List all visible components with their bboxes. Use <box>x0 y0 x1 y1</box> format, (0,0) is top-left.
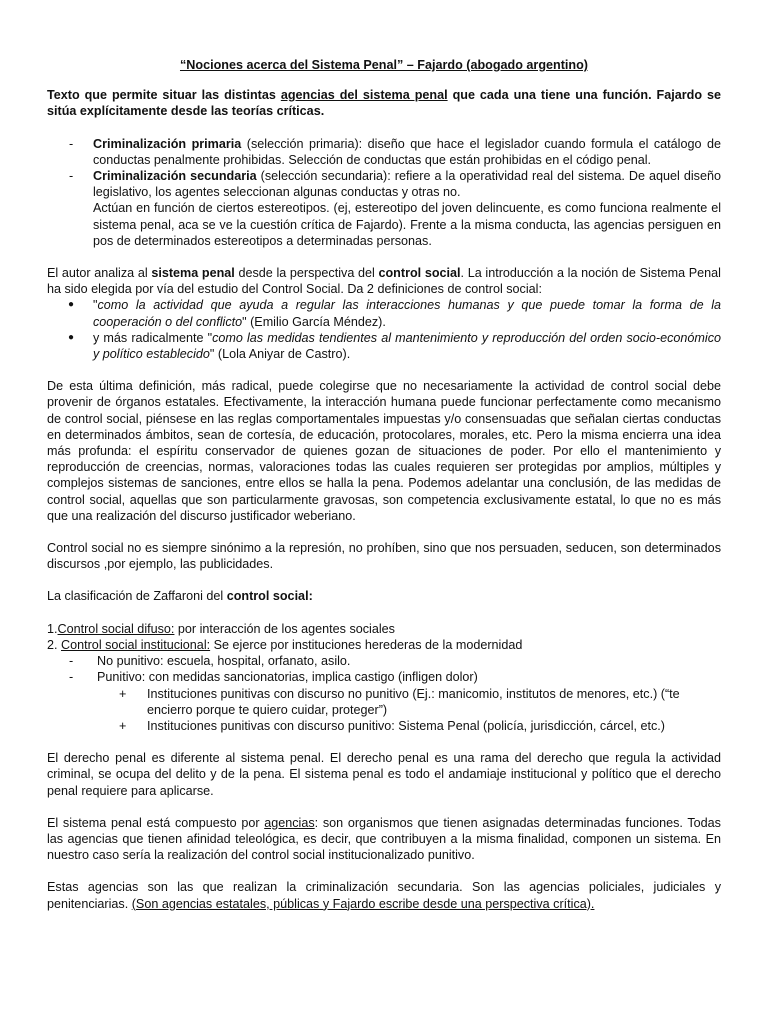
list-item-inst-no-punitivo: + Instituciones punitivas con discurso no punitivo (Ej.: manicomio, institutos de menores, etc.) (“te encierro porque te quiero cuidar, proteger”) <box>97 686 721 718</box>
term-secundaria: Criminalización secundaria <box>93 169 257 184</box>
clasificacion-term-1: Control social difuso: <box>57 621 175 636</box>
derecho-penal-paragraph: El derecho penal es diferente al sistema penal. El derecho penal es una rama del derecho que regula la actividad criminal, se ocupa del delito y de la pena. El sistema penal es todo el andamiaje institucional y político que el derecho penal requiere para aplicarse. <box>47 751 721 798</box>
text-secundaria-extra: Actúan en función de ciertos estereotipos. (ej, estereotipo del joven delincuente, es como funciona realmente el sistema penal, aca se ve la cuestión crítica de Fajardo). Frente a la misma conducta, las agencias persiguen en pos de determinados estereotipos a determinadas personas. <box>93 201 721 248</box>
list-item-inst-punitivo: + Instituciones punitivas con discurso punitivo: Sistema Penal (policía, jurisdicción, cárcel, etc.) <box>97 718 721 734</box>
definiciones-list <box>47 297 721 362</box>
final-paragraph <box>47 879 721 911</box>
definicion-2-author: " (Lola Aniyar de Castro). <box>209 347 351 362</box>
zaffaroni-text: La clasificación de Zaffaroni del <box>47 589 227 604</box>
definicion-2-quote: como las medidas tendientes al mantenimiento y reproducción del orden socio-económico y político establecido <box>93 330 721 362</box>
definicion-1-author: " (Emilio García Méndez). <box>242 314 386 329</box>
list-item-primaria <box>47 136 721 168</box>
agencias-term: agencias <box>264 815 315 830</box>
text-primaria: (selección primaria): diseño que hace el legislador cuando formula el catálogo de conductas penalmente prohibidas. Selección de conductas que están prohibidas en el código penal. <box>93 136 721 167</box>
represion-paragraph: Control social no es siempre sinónimo a la represión, no prohíben, sino que nos persuaden, seducen, son determinados discursos ,por ejemplo, las publicidades. <box>47 541 721 572</box>
punitivo-text: Punitivo: con medidas sancionatorias, implica castigo (infligen dolor) <box>97 670 478 685</box>
ultima-definicion-paragraph: De esta última definición, más radical, puede colegirse que no necesariamente la actividad de control social debe provenir de órganos estatales. Efectivamente, la interacción humana puede funcionar perfectamente como mecanismo de control social, piénsese en las reglas comportamentales impuestas y/o consensuadas que señalan ciertas conductas en determinados ámbitos, sean de cortesía, de educación, protocolares, morales, etc. Pero la misma encierra una idea más profunda: el espíritu conservador de quienes gozan de situaciones de poder. Por ello el mantenimiento y reproducción de creencias, normas, valoraciones todas las cuales requieren ser protegidas por amplios, múltiples y complejos sistemas de sanciones, entre ellos se halla la pena. Podemos adelantar una conclusión, de las medidas de control social, aquellas que son particularmente gravosas, son competencia exclusivamente estatal, lo que no es más que una realización del discurso justificador weberiano. <box>47 379 721 523</box>
clasificacion-item-1 <box>47 621 721 637</box>
agencias-text-a: El sistema penal está compuesto por <box>47 815 265 830</box>
punitivo-sublist <box>97 686 721 735</box>
definicion-2 <box>47 330 721 362</box>
definicion-1-quote: como la actividad que ayuda a regular las interacciones humanas y que puede tomar la forma de la cooperación o del conflicto <box>93 298 721 329</box>
institucional-list <box>47 653 721 734</box>
final-text: Estas agencias son las que realizan la criminalización secundaria. Son las agencias policiales, judiciales y penitenciarias. <box>47 880 721 911</box>
document-title: “Nociones acerca del Sistema Penal” – Fajardo (abogado argentino) <box>179 58 588 72</box>
intro-underlined: agencias del sistema penal <box>280 88 448 103</box>
agencias-paragraph <box>47 815 721 864</box>
clasificacion-text-2: Se ejerce por instituciones herederas de la modernidad <box>210 637 523 652</box>
agencias-text-c: : son organismos que tienen asignadas determinadas funciones. Todas las agencias que tienen afinidad teleológica, es decir, que contribuyen a la misma finalidad, componen un sistema. En nuestro caso sería la realización del control social institucionalizado punitivo. <box>47 815 721 863</box>
analiza-paragraph <box>47 265 721 297</box>
term-primaria: Criminalización primaria <box>93 136 242 151</box>
list-item-secundaria <box>47 168 721 249</box>
final-underlined: (Son agencias estatales, públicas y Fajardo escribe desde una perspectiva crítica). <box>131 896 595 911</box>
analiza-term-control: control social <box>378 266 461 281</box>
analiza-text-e: . La introducción a la noción de Sistema Penal ha sido elegida por vía del estudio del Control Social. Da 2 definiciones de control social: <box>47 266 721 297</box>
text-secundaria: (selección secundaria): refiere a la operatividad real del sistema. De aquel diseño legislativo, los agentes seleccionan algunas conductas y otras no. <box>93 169 721 200</box>
analiza-text-c: desde la perspectiva del <box>234 266 379 281</box>
list-item-no-punitivo: - No punitivo: escuela, hospital, orfanato, asilo. <box>47 653 721 669</box>
intro-text-end: que cada una tiene una función. Fajardo se sitúa explícitamente desde las teorías críticas. <box>47 88 721 119</box>
analiza-text-a: El autor analiza al <box>47 266 152 281</box>
zaffaroni-heading <box>47 588 721 604</box>
criminalizacion-list <box>47 136 721 249</box>
clasificacion-term-2: Control social institucional: <box>61 637 211 652</box>
intro-paragraph <box>47 87 721 119</box>
intro-text: Texto que permite situar las distintas <box>47 88 281 103</box>
analiza-term-sistema: sistema penal <box>151 266 235 281</box>
list-item-punitivo <box>47 669 721 734</box>
clasificacion-item-2 <box>47 637 721 653</box>
definicion-2-pre: y más radicalmente " <box>93 330 213 345</box>
clasificacion-text-1: por interacción de los agentes sociales <box>174 621 395 636</box>
definicion-1: ● "como la actividad que ayuda a regular las interacciones humanas y que puede tomar la forma de la cooperación o del conflicto" (Emilio García Méndez). <box>47 297 721 329</box>
document-page <box>47 57 721 912</box>
zaffaroni-term: control social: <box>226 589 313 604</box>
clasificacion-num-1: 1. <box>47 621 58 636</box>
clasificacion-num-2: 2. <box>47 637 62 652</box>
